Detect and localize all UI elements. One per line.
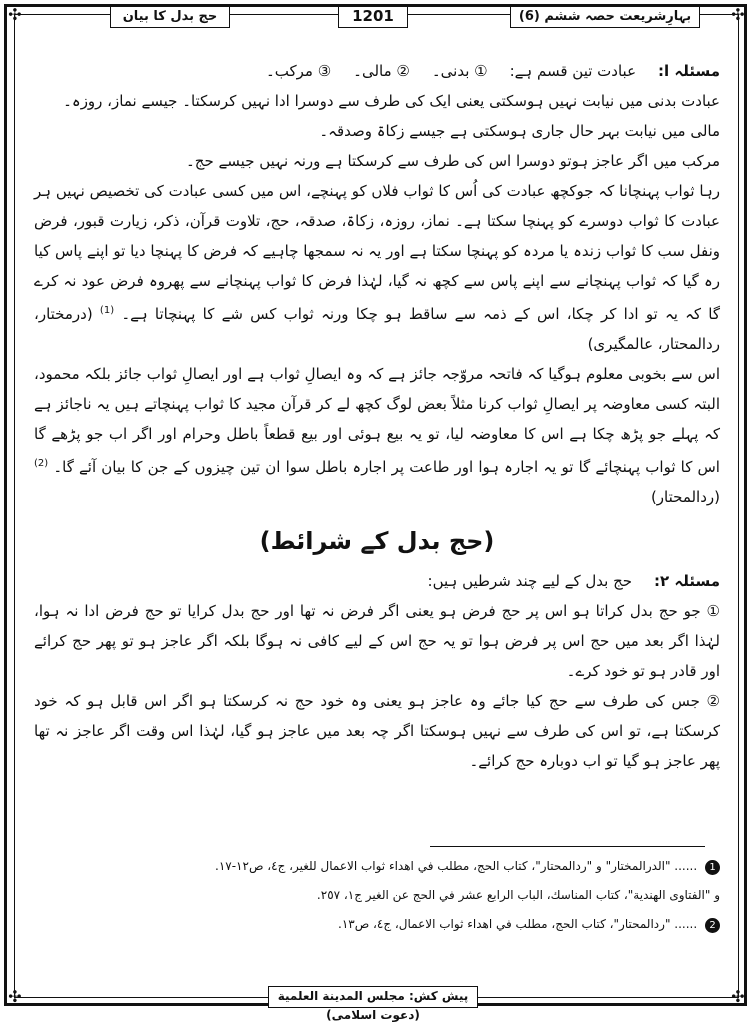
paragraph-text: رہا ثواب پہنچانا کہ جوکچھ عبادت کی اُس کا ثواب فلاں کو پہنچے، اس میں کسی عبادت کی تخصیص نہیں ہر عبادت کا ثواب دوسرے کو پہنچا سکتا ہے۔ نماز، روزہ، زکاۃ، صدقہ، حج، تلاوت قرآن، ذکر، زیارت قبور، فرض ونفل سب کا ثواب زندہ یا مردہ کو پہنچا سکتا ہے اور یہ نہ سمجھا چاہیے کہ فرض کا پہنچا دیا تو اپنے پاس کیا رہ گیا کہ ثواب پہنچانے سے اپنے پاس سے کچھ نہ گیا، لہٰذا فرض کا ثواب پہنچانے سے پھروہ فرض عود نہ کرے گا کہ یہ تو ادا کر چکا، اس کے ذمہ سے ساقط ہو چکا ورنہ ثواب کس شے کا پہنچاتا ہے۔ [34, 182, 721, 323]
masla-1 [34, 56, 720, 86]
condition-item: ① جو حج بدل کراتا ہو اس پر حج فرض ہو یعنی اگر فرض نہ تھا اور حج بدل کرایا تو حج فرض ادا نہ ہوا، لہٰذا اگر بعد میں حج اس پر فرض ہوا تو یہ حج اس کے لیے کافی نہ ہوگا بلکہ اگر عاجز ہو تو پھر حج کرائے اور قادر ہو تو خود کرے۔ [34, 602, 720, 680]
reference: (درمختار، ردالمحتار، عالمگیری) [34, 305, 720, 353]
footnote-text: ...... "ردالمحتار"، كتاب الحج، مطلب في اهداء ثواب الاعمال، ج٤، ص١٣. [337, 917, 698, 931]
footnote [34, 910, 720, 939]
paragraph: مالی میں نیابت بہر حال جاری ہوسکتی ہے جیسے زکاۃ وصدقہ۔ [319, 122, 720, 140]
corner-ornament-icon: ✣ [731, 987, 745, 1006]
footnote-text: و "الفتاوى الهندية"، كتاب المناسك، الباب الرابع عشر في الحج عن الغير ج١، ٢٥٧. [316, 888, 720, 902]
corner-ornament-icon: ✣ [8, 987, 22, 1006]
masla-label: مسئلہ ۲: [654, 572, 720, 590]
footnote-divider [430, 846, 705, 847]
section-heading: (حج بدل کے شرائط) [259, 527, 495, 555]
paragraph [34, 359, 720, 512]
paragraph [34, 176, 720, 359]
paragraph: عبادت بدنی میں نیابت نہیں ہوسکتی یعنی ایک کی طرف سے دوسرا ادا نہیں کرسکتا۔ جیسے نماز، روزہ۔ [63, 92, 720, 110]
paragraph: مرکب میں اگر عاجز ہوتو دوسرا اس کی طرف سے کرسکتا ہے ورنہ نہیں جیسے حج۔ [186, 152, 720, 170]
footnote [34, 852, 720, 881]
footnote-number: 1 [705, 860, 720, 875]
list-item: ① بدنی۔ [431, 62, 488, 80]
footnote [34, 881, 720, 910]
footnote-marker: (1) [99, 305, 115, 316]
book-title: بہارِشریعت حصہ ششم (6) [510, 6, 700, 28]
footnote-text: ...... "الدرالمختار" و "ردالمحتار"، كتاب الحج، مطلب في اهداء ثواب الاعمال للغير، ج٤، ص١٢-١٧. [214, 859, 698, 873]
masla-text: عبادت تین قسم ہے: [509, 62, 637, 80]
chapter-title: حج بدل کا بیان [110, 6, 230, 28]
page-number: 1201 [338, 6, 408, 28]
footnote-number: 2 [705, 918, 720, 933]
masla-label: مسئلہ ا: [658, 62, 720, 80]
corner-ornament-icon: ✣ [731, 5, 745, 24]
masla-text: حج بدل کے لیے چند شرطیں ہیں: [427, 572, 633, 590]
footnotes [34, 852, 720, 939]
masla-2 [34, 566, 720, 596]
reference: (ردالمحتار) [650, 488, 720, 506]
list-item: ③ مرکب۔ [265, 62, 332, 80]
paragraph-text: اس سے بخوبی معلوم ہوگیا کہ فاتحہ مروّجہ جائز ہے کہ وہ ایصالِ ثواب ہے اور ایصالِ ثواب جائز بلکہ محمود، البتہ کسی معاوضہ پر ایصالِ ثواب کرنا مثلاً بعض لوگ کچھ لے کر قرآن مجید کا ثواب پہنچاتے ہیں یہ ناجائز ہے کہ پہلے جو پڑھ چکا ہے اس کا معاوضہ لیا، تو یہ بیع ہوئی اور بیع قطعاً باطل وحرام اور اگر اب جو پڑھے گا اس کا ثواب پہنچائے گا تو یہ اجارہ ہوا اور طاعت پر اجارہ باطل سوا ان تین چیزوں کے جن کا بیان آئے گا۔ [34, 365, 720, 476]
main-content [34, 56, 720, 776]
corner-ornament-icon: ✣ [8, 5, 22, 24]
list-item: ② مالی۔ [353, 62, 410, 80]
publisher-bar: پیش کش: مجلس المدینة العلمیة (دعوت اسلامی) [268, 986, 478, 1008]
condition-item: ② جس کی طرف سے حج کیا جائے وہ عاجز ہو یعنی وہ خود حج نہ کرسکتا ہو اگر اس قابل ہو کہ خود کرسکتا ہے، تو اس کی طرف سے نہیں ہوسکتا اگر چہ بعد میں عاجز ہو گیا، لہٰذا اس وقت اگر عاجز نہ تھا پھر عاجز ہو گیا تو اب دوبارہ حج کرائے۔ [34, 692, 720, 770]
page-header [20, 6, 733, 28]
footnote-marker: (2) [34, 458, 49, 469]
